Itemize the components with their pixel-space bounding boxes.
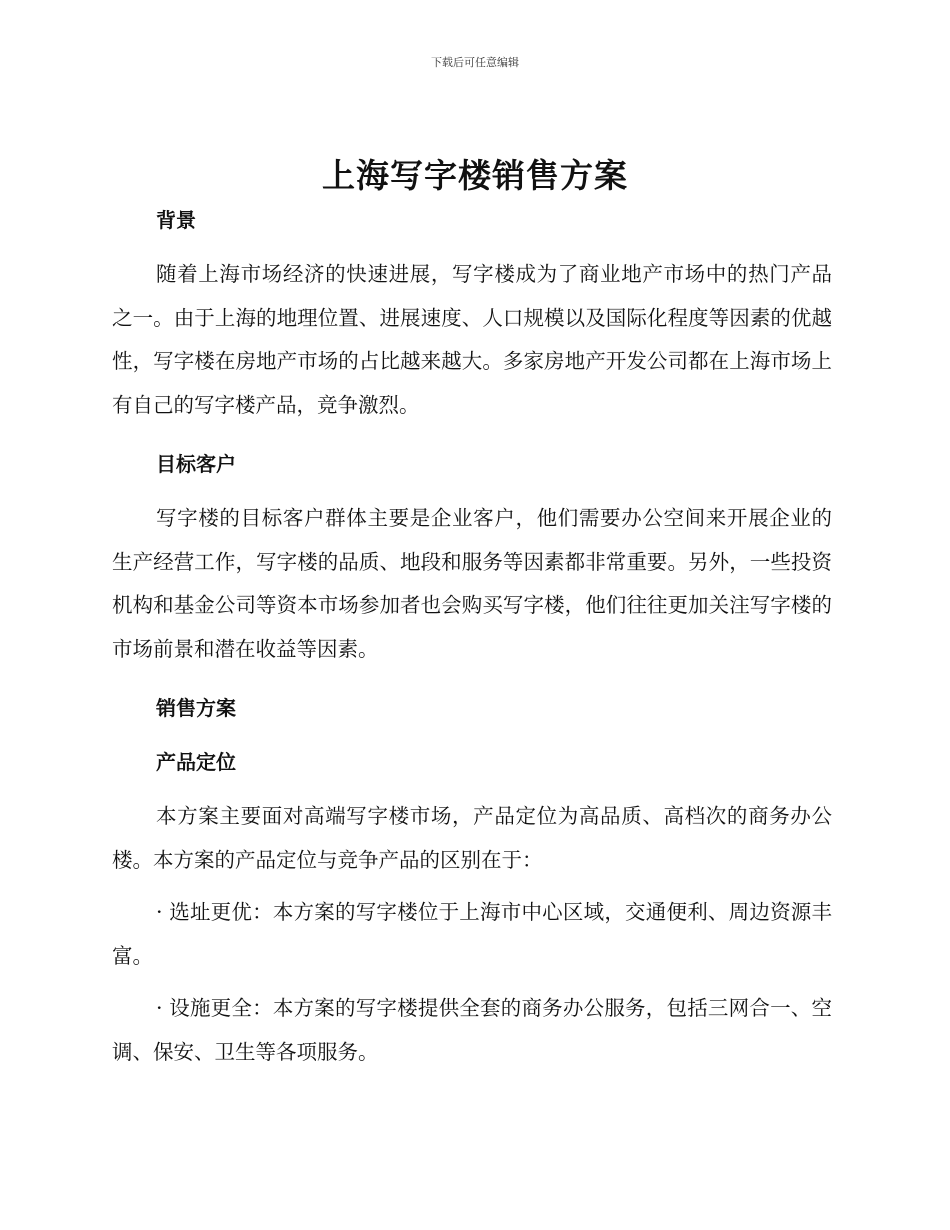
header-note: 下载后可任意编辑 — [431, 56, 519, 69]
section-heading-product-positioning: 产品定位 — [156, 750, 236, 774]
section-heading-sales-plan: 销售方案 — [156, 696, 236, 720]
paragraph-target-customers: 写字楼的目标客户群体主要是企业客户，他们需要办公空间来开展企业的生产经营工作，写字楼的品质、地段和服务等因素都非常重要。另外，一些投资机构和基金公司等资本市场参加者也会购买写字楼，他们往往更加关注写字楼的市场前景和潜在收益等因素。 — [112, 506, 832, 661]
section-heading-target-customers: 目标客户 — [156, 452, 236, 476]
bullet-location: · 选址更优：本方案的写字楼位于上海市中心区域，交通便利、周边资源丰富。 — [112, 900, 832, 968]
document-body — [112, 203, 832, 1074]
section-heading-background: 背景 — [156, 208, 196, 232]
document-title: 上海写字楼销售方案 — [322, 156, 628, 195]
paragraph-product-positioning: 本方案主要面对高端写字楼市场，产品定位为高品质、高档次的商务办公楼。本方案的产品定位与竞争产品的区别在于： — [112, 804, 832, 872]
paragraph-background: 随着上海市场经济的快速进展，写字楼成为了商业地产市场中的热门产品之一。由于上海的地理位置、进展速度、人口规模以及国际化程度等因素的优越性，写字楼在房地产市场的占比越来越大。多家房地产开发公司都在上海市场上有自己的写字楼产品，竞争激烈。 — [112, 262, 832, 417]
bullet-facilities: · 设施更全：本方案的写字楼提供全套的商务办公服务，包括三网合一、空调、保安、卫生等各项服务。 — [112, 996, 832, 1064]
